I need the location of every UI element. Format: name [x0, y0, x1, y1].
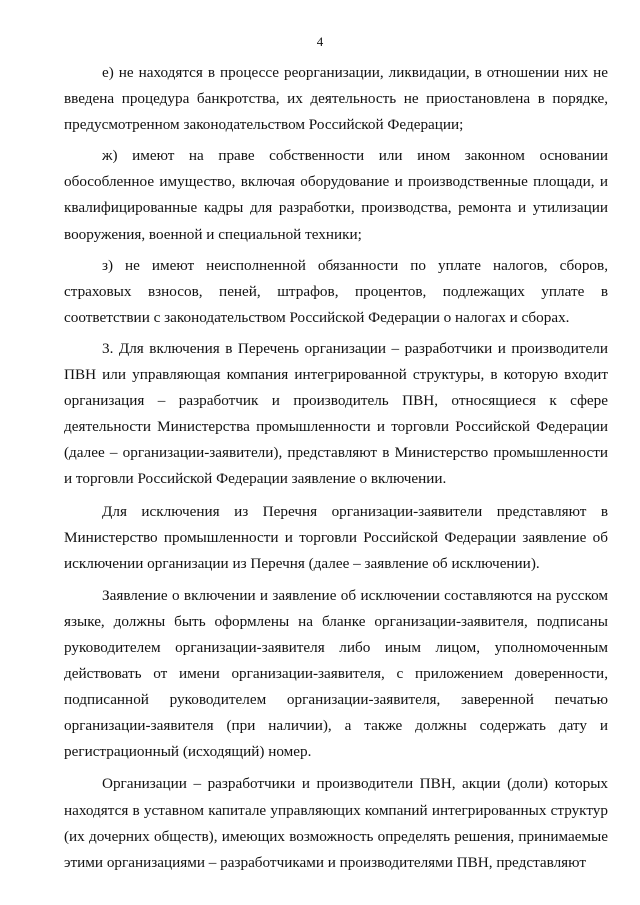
document-body — [64, 60, 608, 876]
paragraph-e: е) не находятся в процессе реорганизации, ликвидации, в отношении них не введена процедура банкротства, их деятельность не приостановлена в порядке, предусмотренном законодательством Российской Федерации; — [64, 64, 608, 134]
paragraph-exclusion: Для исключения из Перечня организации-заявители представляют в Министерство промышленности и торговли Российской Федерации заявление об исключении организации из Перечня (далее – заявление об исключении). — [64, 502, 608, 572]
paragraph-application-form: Заявление о включении и заявление об исключении составляются на русском языке, должны быть оформлены на бланке организации-заявителя, подписаны руководителем организации-заявителя либо иным лицом, уполномоченным действовать от имени организации-заявителя, с приложением доверенности, подписанной руководителем организации-заявителя, заверенной печатью организации-заявителя (при наличии), а также должны содержать дату и регистрационный (исходящий) номер. — [64, 586, 608, 761]
paragraph-3: 3. Для включения в Перечень организации – разработчики и производители ПВН или управляющая компания интегрированной структуры, в которую входит организация – разработчик и производитель ПВН, относящиеся к сфере деятельности Министерства промышленности и торговли Российской Федерации (далее – организации-заявители), представляют в Министерство промышленности и торговли Российской Федерации заявление о включении. — [64, 339, 608, 488]
paragraph-z: з) не имеют неисполненной обязанности по уплате налогов, сборов, страховых взносов, пеней, штрафов, процентов, подлежащих уплате в соответствии с законодательством Российской Федерации о налогах и сборах. — [64, 256, 608, 326]
paragraph-organizations: Организации – разработчики и производители ПВН, акции (доли) которых находятся в уставном капитале управляющих компаний интегрированных структур (их дочерних обществ), имеющих возможность определять решения, принимаемые этими организациями – разработчиками и производителями ПВН, представляют — [64, 775, 608, 871]
page-number: 4 — [316, 34, 324, 49]
paragraph-zh: ж) имеют на праве собственности или ином законном основании обособленное имущество, включая оборудование и производственные площади, и квалифицированные кадры для разработки, производства, ремонта и утилизации вооружения, военной и специальной техники; — [64, 147, 608, 243]
